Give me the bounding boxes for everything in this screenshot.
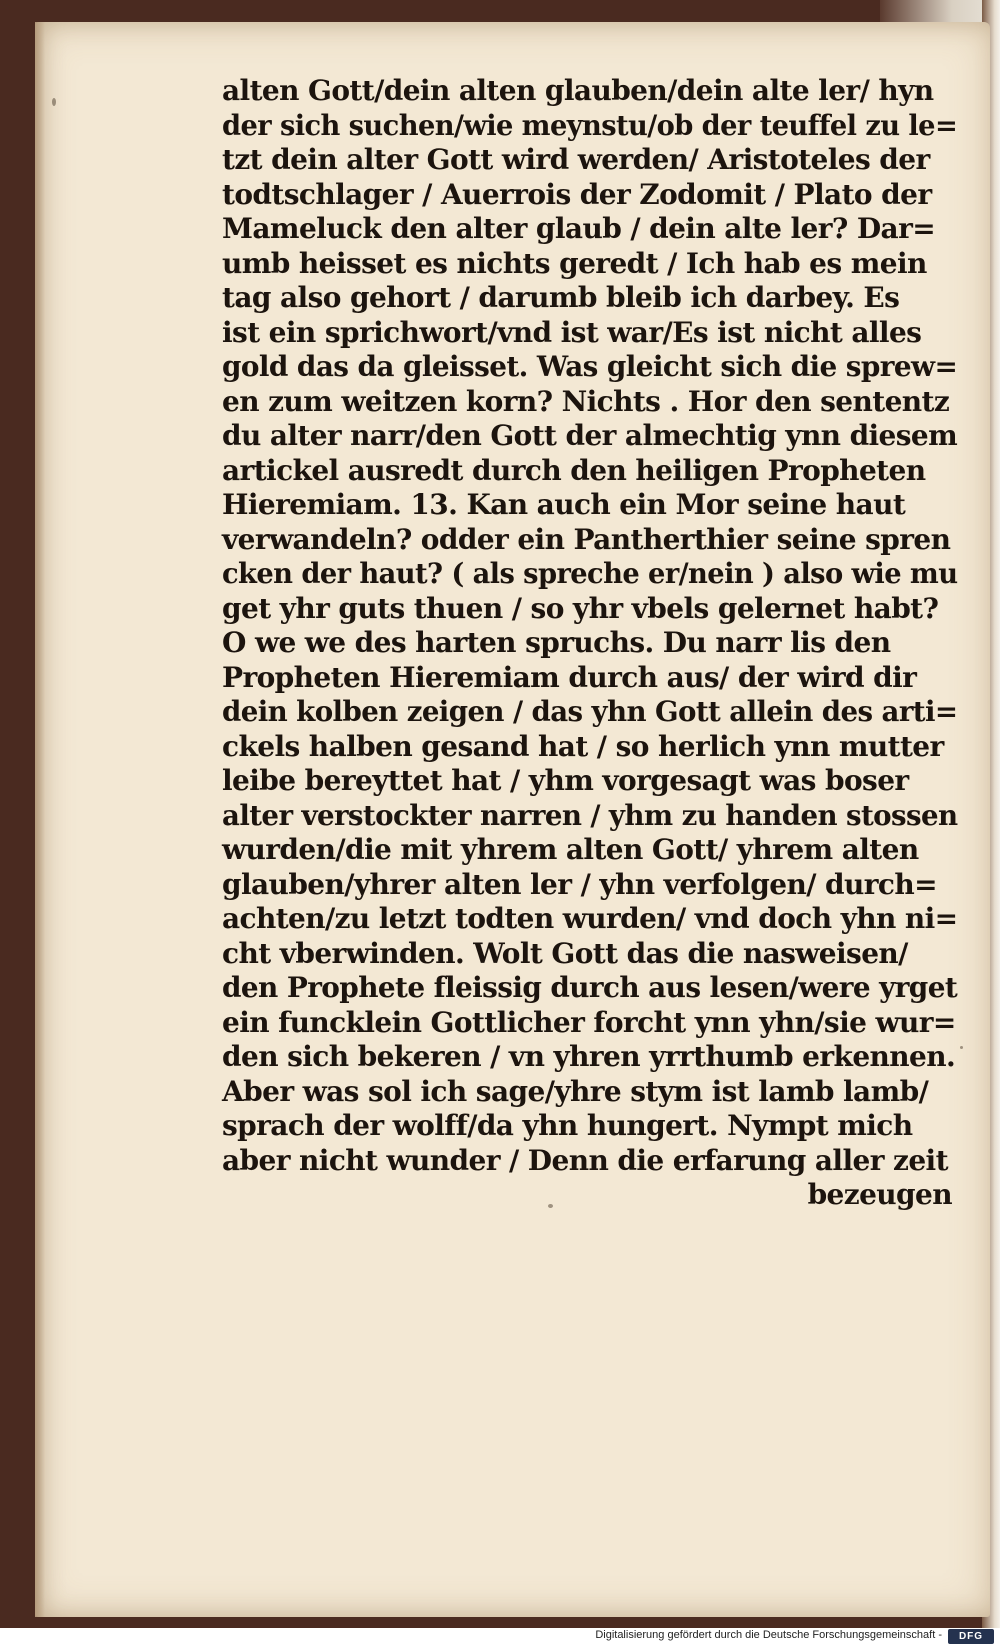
text-line: ein funcklein Gottlicher forcht ynn yhn/sie wur= [222,1005,956,1039]
text-line: cken der haut? ( als spreche er/nein ) also wie mu [222,557,958,590]
text-line: ckels halben gesand hat / so herlich ynn mutter [222,729,944,763]
text-line: cht vberwinden. Wolt Gott das die nasweisen/ [222,936,908,970]
text-line: alten Gott/dein alten glauben/dein alte ler/ hyn [222,74,934,107]
text-line: Hieremiam. 13. Kan auch ein Mor seine haut [222,488,906,521]
text-line: alter verstockter narren / yhm zu handen stossen [222,798,958,832]
text-line: get yhr guts thuen / so yhr vbels gelernet habt? [222,591,939,625]
text-line: tzt dein alter Gott wird werden/ Aristoteles der [222,143,930,176]
text-line: wurden/die mit yhrem alten Gott/ yhrem alten [222,833,919,866]
text-line: Propheten Hieremiam durch aus/ der wird dir [222,660,917,694]
text-line: gold das da gleisset. Was gleicht sich die sprew= [222,350,958,383]
text-line: glauben/yhrer alten ler / yhn verfolgen/ durch= [222,867,937,901]
text-line: en zum weitzen korn? Nichts . Hor den sententz [222,384,950,418]
text-line: du alter narr/den Gott der almechtig ynn diesem [222,419,958,452]
text-line: achten/zu letzt todten wurden/ vnd doch yhn ni= [222,902,958,935]
catchword: bezeugen [807,1178,952,1211]
text-line: umb heisset es nichts geredt / Ich hab es mein [222,246,927,280]
text-line: dein kolben zeigen / das yhn Gott allein des arti= [222,695,958,728]
page-gutter-shadow [35,22,45,1617]
text-line: verwandeln? odder ein Pantherthier seine spren [222,522,951,556]
paper-speck [52,98,56,106]
dfg-logo: DFG [948,1629,994,1644]
text-line: leibe bereyttet hat / yhm vorgesagt was boser [222,764,909,797]
text-line: ist ein sprichwort/vnd ist war/Es ist nicht alles [222,315,922,349]
text-line: tag also gehort / darumb bleib ich darbey. Es [222,281,900,314]
text-line: artickel ausredt durch den heiligen Propheten [222,453,926,487]
text-line: Aber was sol ich sage/yhre stym ist lamb lamb/ [222,1074,929,1108]
text-line: den sich bekeren / vn yhren yrrthumb erkennen. [222,1040,956,1073]
text-line: Mameluck den alter glaub / dein alte ler? Dar= [222,212,936,245]
text-block [222,74,962,1213]
text-line: sprach der wolff/da yhn hungert. Nympt mich [222,1109,913,1142]
funding-notice: Digitalisierung gefördert durch die Deutsche Forschungsgemeinschaft - [595,1629,942,1641]
text-line: todtschlager / Auerrois der Zodomit / Plato der [222,177,932,211]
footer-bar [0,1628,1000,1645]
text-line: aber nicht wunder / Denn die erfarung aller zeit [222,1143,948,1177]
text-line: den Prophete fleissig durch aus lesen/were yrget [222,971,958,1004]
text-line: der sich suchen/wie meynstu/ob der teuffel zu le= [222,108,958,142]
text-line: O we we des harten spruchs. Du narr lis den [222,626,891,659]
